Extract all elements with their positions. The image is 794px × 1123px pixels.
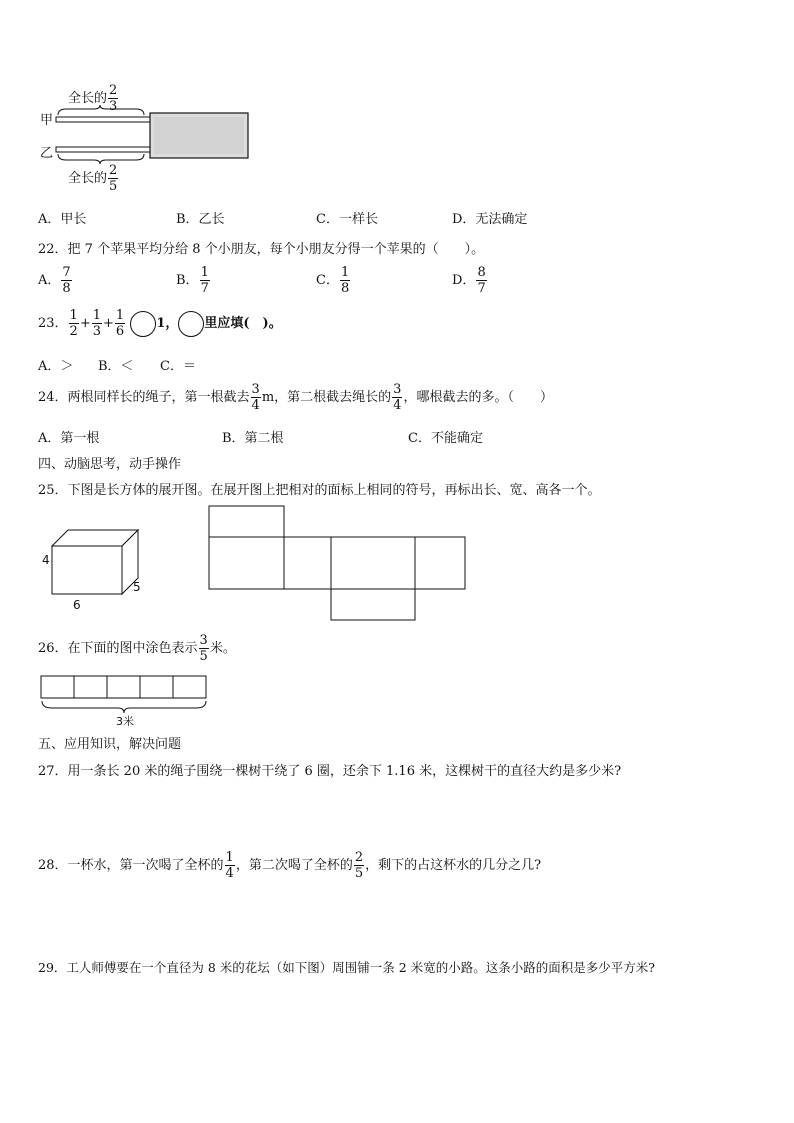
cuboid-front-face [52,546,122,594]
option-a[interactable]: A．第一根 [38,431,100,446]
q22-text: 22．把 7 个苹果平均分给 8 个小朋友，每个小朋友分得一个苹果的（ ）。 [38,242,485,257]
option-b[interactable]: B．第二根 [222,431,284,446]
option-b[interactable]: B．乙长 [176,212,225,227]
option-b[interactable]: B． $\frac{1}{7}$ [176,265,209,296]
fraction: $\frac{7}{8}$ [62,265,71,296]
fraction: $\frac{2}{5}$ [109,163,118,194]
cuboid-net [205,503,470,625]
option-c[interactable]: C． $\frac{1}{8}$ [316,265,350,296]
q27-text: 27．用一条长 20 米的绳子围绕一棵树干绕了 6 圈，还余下 1.16 米，这棵树干的直径大约是多少米? [38,764,622,779]
fraction: $\frac{1}{2}$ [69,308,78,339]
q25-text: 25．下图是长方体的展开图。在展开图上把相对的面标上相同的符号，再标出长、宽、高各一个。 [38,483,601,498]
option-b[interactable]: B．＜ [98,359,134,374]
q28-text: 28．一杯水，第一次喝了全杯的 $\frac{1}{4}$ ，第二次喝了全杯的 $\frac{2}{5}$ ，剩下的占这杯水的几分之几? [38,850,542,881]
fraction: $\frac{1}{7}$ [200,265,209,296]
rope-jia [56,117,152,122]
section-heading-5: 五、应用知识，解决问题 [38,737,182,752]
top-brace [58,105,144,115]
option-d[interactable]: D．无法确定 [452,212,528,227]
fraction: $\frac{1}{3}$ [92,308,102,339]
strip-cell[interactable] [107,676,140,698]
fraction: $\frac{1}{4}$ [225,850,234,881]
fraction: $\frac{1}{6}$ [115,308,125,339]
shading-texture [154,117,244,154]
label-jia: 甲 [40,113,54,128]
option-d[interactable]: D． $\frac{8}{7}$ [452,265,486,296]
option-a[interactable]: A．甲长 [38,212,87,227]
rope-yi [56,147,152,152]
strip-brace [42,701,206,713]
dim-length: 6 [73,598,81,612]
dim-width: 5 [133,580,141,594]
label-yi: 乙 [40,146,54,161]
fraction: $\frac{3}{4}$ [393,382,402,413]
q26-text: 26．在下面的图中涂色表示 $\frac{3}{5}$ 米。 [38,633,236,664]
cuboid-figure [38,524,148,614]
bottom-brace-label: 全长的 $\frac{2}{5}$ [68,163,118,194]
option-c[interactable]: C．一样长 [316,212,378,227]
fraction: $\frac{3}{4}$ [251,382,260,413]
option-a[interactable]: A．＞ [38,359,74,374]
net-face-4[interactable] [415,537,465,589]
option-c[interactable]: C．不能确定 [408,431,483,446]
fraction: $\frac{8}{7}$ [477,265,486,296]
q24-text: 24．两根同样长的绳子，第一根截去 $\frac{3}{4}$ m，第二根截去绳长的 $\frac{3}{4}$ ，哪根截去的多。（ ） [38,382,553,413]
net-face-bottom[interactable] [331,589,415,620]
strip-cell[interactable] [41,676,74,698]
section-heading-4: 四、动脑思考，动手操作 [38,457,182,472]
fraction: $\frac{2}{3}$ [109,83,118,114]
option-a[interactable]: A． $\frac{7}{8}$ [38,265,71,296]
bottom-brace [58,154,144,164]
fraction: $\frac{1}{8}$ [340,265,350,296]
fraction: $\frac{2}{5}$ [354,850,364,881]
q29-text: 29．工人师傅要在一个直径为 8 米的花坛（如下图）周围铺一条 2 米宽的小路。这条小路的面积是多少平方米? [38,960,655,975]
answer-circle-ref [178,311,204,337]
strip-cell[interactable] [74,676,107,698]
rope-diagram [50,105,255,165]
net-face-1[interactable] [209,537,284,589]
strip-brace-label: 3米 [116,715,134,728]
strip-cell[interactable] [140,676,173,698]
strip-cell[interactable] [173,676,206,698]
top-brace-label: 全长的 $\frac{2}{3}$ [68,83,118,114]
option-c[interactable]: C．＝ [160,359,196,374]
net-face-2[interactable] [284,537,331,589]
dim-height: 4 [42,553,50,567]
net-face-3[interactable] [331,537,415,589]
net-face-top[interactable] [209,506,284,537]
fraction: $\frac{3}{5}$ [199,633,208,664]
q23-expression: 23． $\frac{1}{2}$ + $\frac{1}{3}$ + $\frac{1}{6}$ 1， 里应填( )。 [38,308,282,339]
answer-circle[interactable] [130,311,156,337]
